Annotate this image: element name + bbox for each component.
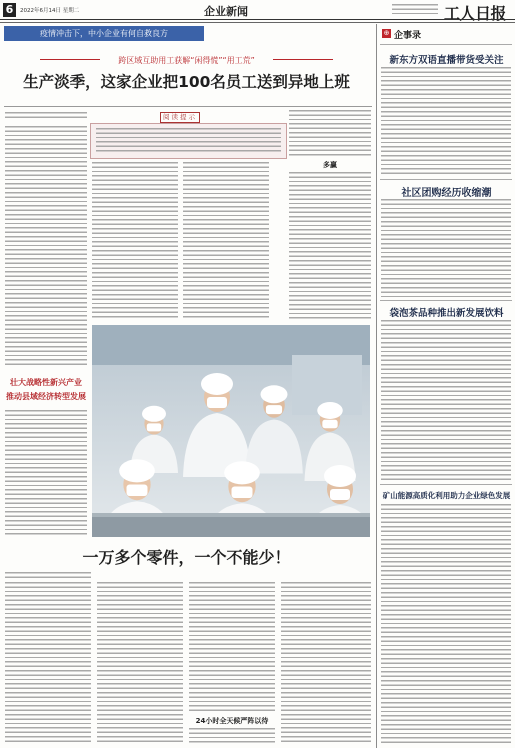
feature-text-column — [189, 728, 275, 744]
side-headline-line: 壮大战略性新兴产业 — [10, 378, 82, 387]
reading-tip-box — [90, 123, 287, 159]
reading-tip-label: 阅读提示 — [160, 112, 200, 123]
section-subhead: 多赢 — [323, 161, 337, 169]
feature-text-column — [97, 582, 183, 744]
brief-headline: 新东方双语直播带货受关注 — [389, 55, 504, 66]
story-kicker: 跨区域互助用工获解“闲得慌”“用工荒” — [118, 56, 255, 65]
right-section-label: 企事录 — [394, 31, 422, 41]
side-headline-line: 推动县域经济转型发展 — [6, 392, 86, 401]
body-text-column — [92, 162, 178, 320]
page-number: 6 — [3, 3, 16, 17]
header-rule — [0, 19, 515, 20]
editor-credits — [392, 4, 438, 16]
brief-text — [381, 199, 511, 297]
feature-text-column — [5, 582, 91, 744]
brief-text — [381, 504, 511, 744]
column-divider — [376, 24, 377, 748]
brief-separator — [380, 484, 512, 485]
brief-separator — [380, 300, 512, 301]
right-rule — [380, 44, 512, 45]
topic-banner: 疫情冲击下，中小企业有何自救良方 — [4, 26, 204, 41]
byline-text — [5, 112, 87, 121]
feature-text-column — [281, 582, 371, 744]
body-text-column — [289, 172, 371, 320]
workbench-edge — [92, 513, 370, 517]
brief-headline: 矿山能源高质化利用助力企业绿色发展 — [382, 491, 511, 500]
header-rule-thin — [0, 22, 515, 23]
brief-separator — [380, 179, 512, 180]
kicker-rule-right — [273, 59, 333, 60]
issue-date: 2022年6月14日 星期二 — [20, 8, 80, 14]
workbench — [92, 517, 370, 537]
masthead-logo: 工人日报 — [444, 4, 507, 23]
section-title: 企业新闻 — [204, 5, 248, 18]
section-mark-icon: ⊕ — [383, 29, 390, 37]
body-text-column — [5, 126, 87, 368]
side-story-text — [5, 410, 87, 536]
body-text-column — [289, 110, 371, 156]
feature-text-column — [189, 582, 275, 712]
feature-headline: 一万多个零件，一个不能少！ — [82, 548, 291, 567]
brief-headline: 社区团购经历收缩潮 — [401, 188, 492, 199]
feature-byline — [5, 572, 91, 578]
feature-subhead: 24小时全天候严阵以待 — [195, 717, 269, 725]
factory-workers-photo — [92, 325, 370, 537]
body-text-column — [183, 162, 269, 320]
reading-tip-text — [96, 128, 281, 154]
title-rule — [4, 106, 372, 107]
main-headline: 生产淡季，这家企业把100名员工送到异地上班 — [23, 73, 350, 91]
brief-headline: 袋泡茶品种推出新发展饮料 — [389, 308, 504, 319]
brief-text — [381, 320, 511, 480]
brief-text — [381, 67, 511, 176]
